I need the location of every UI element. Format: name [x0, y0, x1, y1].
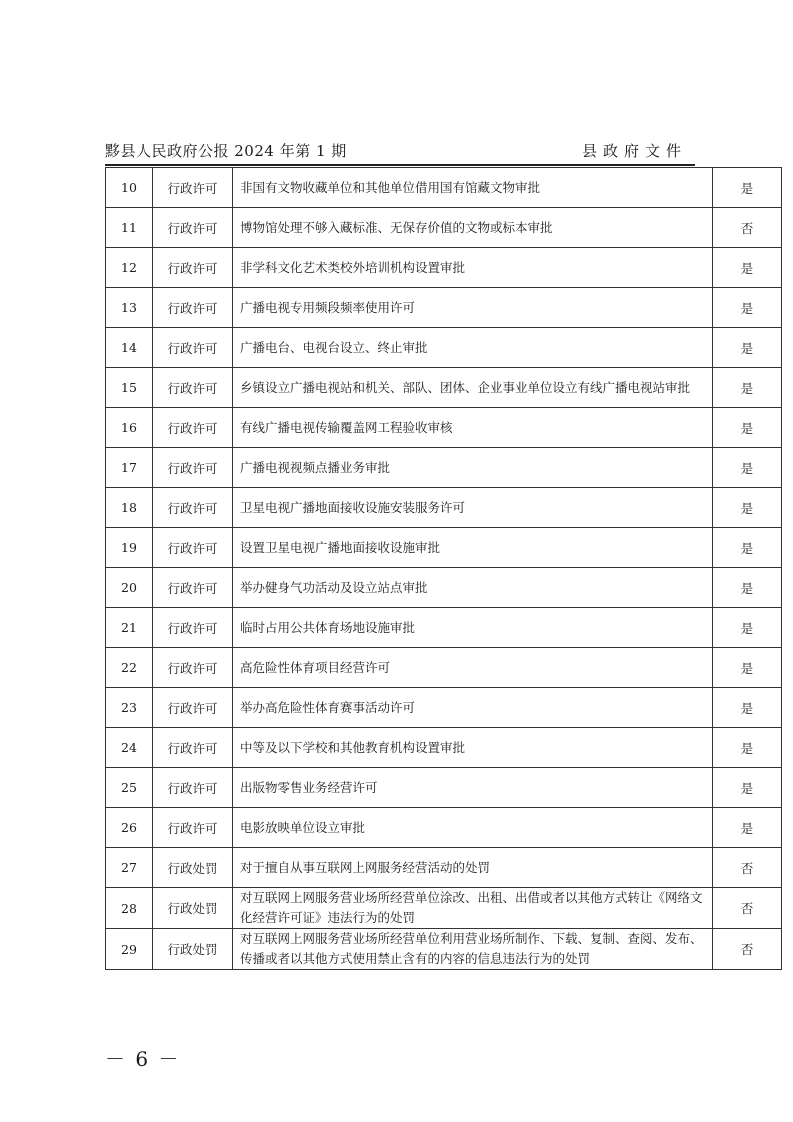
item-type: 行政许可	[153, 448, 233, 488]
item-name: 对于擅自从事互联网上网服务经营活动的处罚	[233, 848, 713, 888]
item-number: 25	[106, 768, 153, 808]
item-flag: 是	[713, 288, 782, 328]
page-number: － 6 －	[105, 1047, 181, 1071]
item-number: 16	[106, 408, 153, 448]
table-row	[106, 208, 782, 248]
item-type: 行政处罚	[153, 929, 233, 970]
item-type: 行政许可	[153, 288, 233, 328]
item-type: 行政许可	[153, 808, 233, 848]
table-row	[106, 528, 782, 568]
item-name: 对互联网上网服务营业场所经营单位涂改、出租、出借或者以其他方式转让《网络文化经营许可证》违法行为的处罚	[233, 888, 713, 929]
item-number: 15	[106, 368, 153, 408]
table-row	[106, 608, 782, 648]
table-row	[106, 648, 782, 688]
item-number: 19	[106, 528, 153, 568]
table-row	[106, 248, 782, 288]
item-flag: 是	[713, 608, 782, 648]
item-flag: 是	[713, 248, 782, 288]
item-flag: 否	[713, 888, 782, 929]
item-name: 举办健身气功活动及设立站点审批	[233, 568, 713, 608]
item-flag: 是	[713, 328, 782, 368]
item-number: 28	[106, 888, 153, 929]
item-name: 乡镇设立广播电视站和机关、部队、团体、企业事业单位设立有线广播电视站审批	[233, 368, 713, 408]
item-type: 行政许可	[153, 728, 233, 768]
item-type: 行政许可	[153, 408, 233, 448]
item-number: 14	[106, 328, 153, 368]
item-number: 12	[106, 248, 153, 288]
gazette-title: 黟县人民政府公报 2024 年第 1 期	[105, 142, 347, 160]
item-flag: 否	[713, 929, 782, 970]
item-name: 出版物零售业务经营许可	[233, 768, 713, 808]
table-row	[106, 368, 782, 408]
item-name: 广播电视视频点播业务审批	[233, 448, 713, 488]
item-number: 13	[106, 288, 153, 328]
item-name: 高危险性体育项目经营许可	[233, 648, 713, 688]
item-type: 行政许可	[153, 688, 233, 728]
item-type: 行政处罚	[153, 848, 233, 888]
items-table-body	[106, 168, 782, 970]
item-flag: 是	[713, 168, 782, 208]
item-number: 29	[106, 929, 153, 970]
item-type: 行政处罚	[153, 888, 233, 929]
item-name: 中等及以下学校和其他教育机构设置审批	[233, 728, 713, 768]
table-row	[106, 408, 782, 448]
item-name: 举办高危险性体育赛事活动许可	[233, 688, 713, 728]
item-type: 行政许可	[153, 608, 233, 648]
item-type: 行政许可	[153, 528, 233, 568]
table-row	[106, 888, 782, 929]
item-flag: 是	[713, 568, 782, 608]
table-row	[106, 288, 782, 328]
item-name: 临时占用公共体育场地设施审批	[233, 608, 713, 648]
item-number: 21	[106, 608, 153, 648]
item-name: 广播电台、电视台设立、终止审批	[233, 328, 713, 368]
item-number: 24	[106, 728, 153, 768]
item-name: 卫星电视广播地面接收设施安装服务许可	[233, 488, 713, 528]
item-flag: 是	[713, 728, 782, 768]
item-number: 26	[106, 808, 153, 848]
item-type: 行政许可	[153, 248, 233, 288]
table-row	[106, 328, 782, 368]
item-flag: 否	[713, 208, 782, 248]
item-number: 22	[106, 648, 153, 688]
table-row	[106, 768, 782, 808]
item-flag: 是	[713, 808, 782, 848]
item-flag: 是	[713, 368, 782, 408]
item-type: 行政许可	[153, 568, 233, 608]
table-row	[106, 808, 782, 848]
item-flag: 是	[713, 488, 782, 528]
section-title: 县政府文件	[581, 142, 687, 160]
item-name: 设置卫星电视广播地面接收设施审批	[233, 528, 713, 568]
items-table	[105, 167, 782, 970]
item-type: 行政许可	[153, 368, 233, 408]
item-type: 行政许可	[153, 328, 233, 368]
table-row	[106, 448, 782, 488]
page-header	[105, 140, 695, 166]
item-number: 20	[106, 568, 153, 608]
item-number: 18	[106, 488, 153, 528]
item-type: 行政许可	[153, 168, 233, 208]
item-flag: 否	[713, 848, 782, 888]
item-flag: 是	[713, 648, 782, 688]
item-name: 广播电视专用频段频率使用许可	[233, 288, 713, 328]
item-number: 27	[106, 848, 153, 888]
item-name: 电影放映单位设立审批	[233, 808, 713, 848]
item-type: 行政许可	[153, 768, 233, 808]
item-name: 有线广播电视传输覆盖网工程验收审核	[233, 408, 713, 448]
item-type: 行政许可	[153, 648, 233, 688]
item-flag: 是	[713, 528, 782, 568]
item-number: 10	[106, 168, 153, 208]
item-number: 11	[106, 208, 153, 248]
item-type: 行政许可	[153, 488, 233, 528]
table-row	[106, 688, 782, 728]
item-flag: 是	[713, 688, 782, 728]
table-row	[106, 488, 782, 528]
table-row	[106, 929, 782, 970]
item-name: 博物馆处理不够入藏标准、无保存价值的文物或标本审批	[233, 208, 713, 248]
item-type: 行政许可	[153, 208, 233, 248]
table-row	[106, 168, 782, 208]
item-number: 17	[106, 448, 153, 488]
item-number: 23	[106, 688, 153, 728]
table-row	[106, 848, 782, 888]
item-flag: 是	[713, 768, 782, 808]
item-name: 非学科文化艺术类校外培训机构设置审批	[233, 248, 713, 288]
table-row	[106, 728, 782, 768]
item-name: 对互联网上网服务营业场所经营单位利用营业场所制作、下载、复制、查阅、发布、传播或者以其他方式使用禁止含有的内容的信息违法行为的处罚	[233, 929, 713, 970]
item-flag: 是	[713, 408, 782, 448]
item-name: 非国有文物收藏单位和其他单位借用国有馆藏文物审批	[233, 168, 713, 208]
table-row	[106, 568, 782, 608]
item-flag: 是	[713, 448, 782, 488]
